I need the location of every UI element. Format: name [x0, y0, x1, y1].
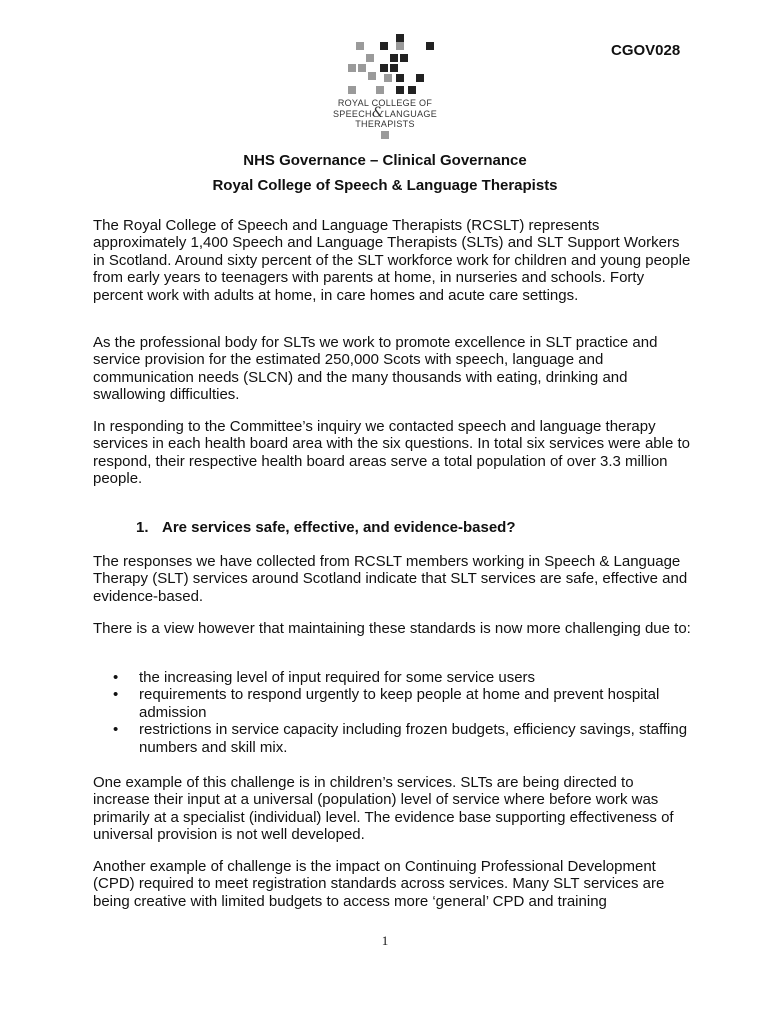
- page-number: 1: [381, 933, 389, 948]
- section-1-paragraph-2: There is a view however that maintaining these standards is now more challenging due to:: [93, 620, 691, 637]
- section-1-paragraph-1: The responses we have collected from RCSLT members working in Speech & Language Therapy (SLT) services around Scotland indicate that SLT services are safe, effective and evidence-based.: [93, 553, 688, 605]
- rcslt-logo: [320, 28, 450, 140]
- document-reference: CGOV028: [611, 42, 681, 59]
- section-1-number: 1.: [136, 519, 149, 536]
- document-title: NHS Governance – Clinical Governance: [243, 152, 527, 169]
- logo-text-line2: SPEECH&LANGUAGE: [333, 105, 437, 121]
- section-1-paragraph-4: Another example of challenge is the impact on Continuing Professional Development (CPD) required to meet registration standards across services. Many SLT services are being creative with limited budgets to access more ‘general’ CPD and training: [93, 858, 665, 910]
- logo-text-line1: ROYAL COLLEGE OF: [337, 98, 433, 108]
- intro-paragraph-3: In responding to the Committee’s inquiry we contacted speech and language therapy services in each health board area with the six questions. In total six services were able to respond, their respective health board areas serve a total population of over 3.3 million people.: [93, 418, 690, 488]
- list-item: • the increasing level of input required for some service users: [113, 669, 536, 686]
- section-1-paragraph-3: One example of this challenge is in children’s services. SLTs are being directed to increase their input at a universal (population) level of service where before work was primarily at a specialist (individual) level. The evidence base supporting effectiveness of universal provision is not well developed.: [93, 774, 674, 844]
- intro-paragraph-2: As the professional body for SLTs we work to promote excellence in SLT practice and service provision for the estimated 250,000 Scots with speech, language and communication needs (SLCN) and the many thousands with eating, drinking and swallowing difficulties.: [93, 334, 658, 404]
- section-1-heading: [136, 519, 516, 536]
- document-subtitle: Royal College of Speech & Language Therapists: [212, 177, 558, 194]
- section-1-title: Are services safe, effective, and evidence-based?: [162, 519, 516, 536]
- list-item: • requirements to respond urgently to keep people at home and prevent hospital admission: [113, 686, 660, 721]
- logo-text-line3: THERAPISTS: [355, 119, 415, 129]
- list-item: • restrictions in service capacity including frozen budgets, efficiency savings, staffing numbers and skill mix.: [113, 721, 688, 756]
- challenge-bullet-list: [93, 669, 693, 756]
- intro-paragraph-1: The Royal College of Speech and Language Therapists (RCSLT) represents approximately 1,400 Speech and Language Therapists (SLTs) and SLT Support Workers in Scotland. Around sixty percent of the SLT workforce work for children and young people from early years to teenagers with parents at home, in nurseries and schools. Forty percent work with adults at home, in care homes and acute care settings.: [93, 217, 691, 304]
